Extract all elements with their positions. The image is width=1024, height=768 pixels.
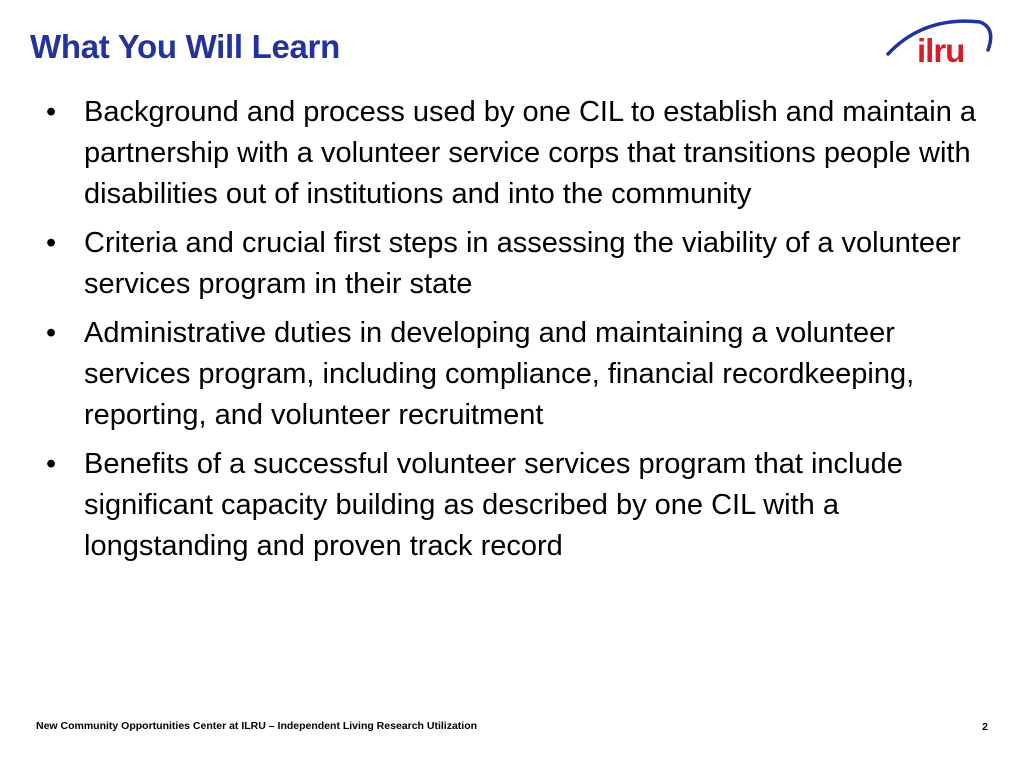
bullet-list xyxy=(44,92,984,575)
bullet-icon: • xyxy=(46,448,57,480)
bullet-text: Background and process used by one CIL to establish and maintain a partnership with a volunteer service corps that transitions people with disabilities out of institutions and into the community xyxy=(84,96,977,210)
bullet-text: Administrative duties in developing and maintaining a volunteer services program, including compliance, financial recordkeeping, reporting, and volunteer recruitment xyxy=(84,317,915,431)
bullet-item xyxy=(44,223,984,305)
slide-title: What You Will Learn xyxy=(30,28,340,65)
bullet-icon: • xyxy=(46,227,57,259)
page-number: 2 xyxy=(982,721,988,733)
bullet-text: Criteria and crucial first steps in assessing the viability of a volunteer services program in their state xyxy=(84,227,961,300)
bullet-icon: • xyxy=(46,317,57,349)
bullet-icon: • xyxy=(46,96,57,128)
bullet-item xyxy=(44,313,984,436)
bullet-item xyxy=(44,444,984,567)
bullet-item xyxy=(44,92,984,215)
footer-text: New Community Opportunities Center at ILRU – Independent Living Research Utilization xyxy=(36,720,478,732)
ilru-logo: ilru xyxy=(917,32,965,69)
bullet-text: Benefits of a successful volunteer services program that include significant capacity building as described by one CIL with a longstanding and proven track record xyxy=(84,448,903,562)
